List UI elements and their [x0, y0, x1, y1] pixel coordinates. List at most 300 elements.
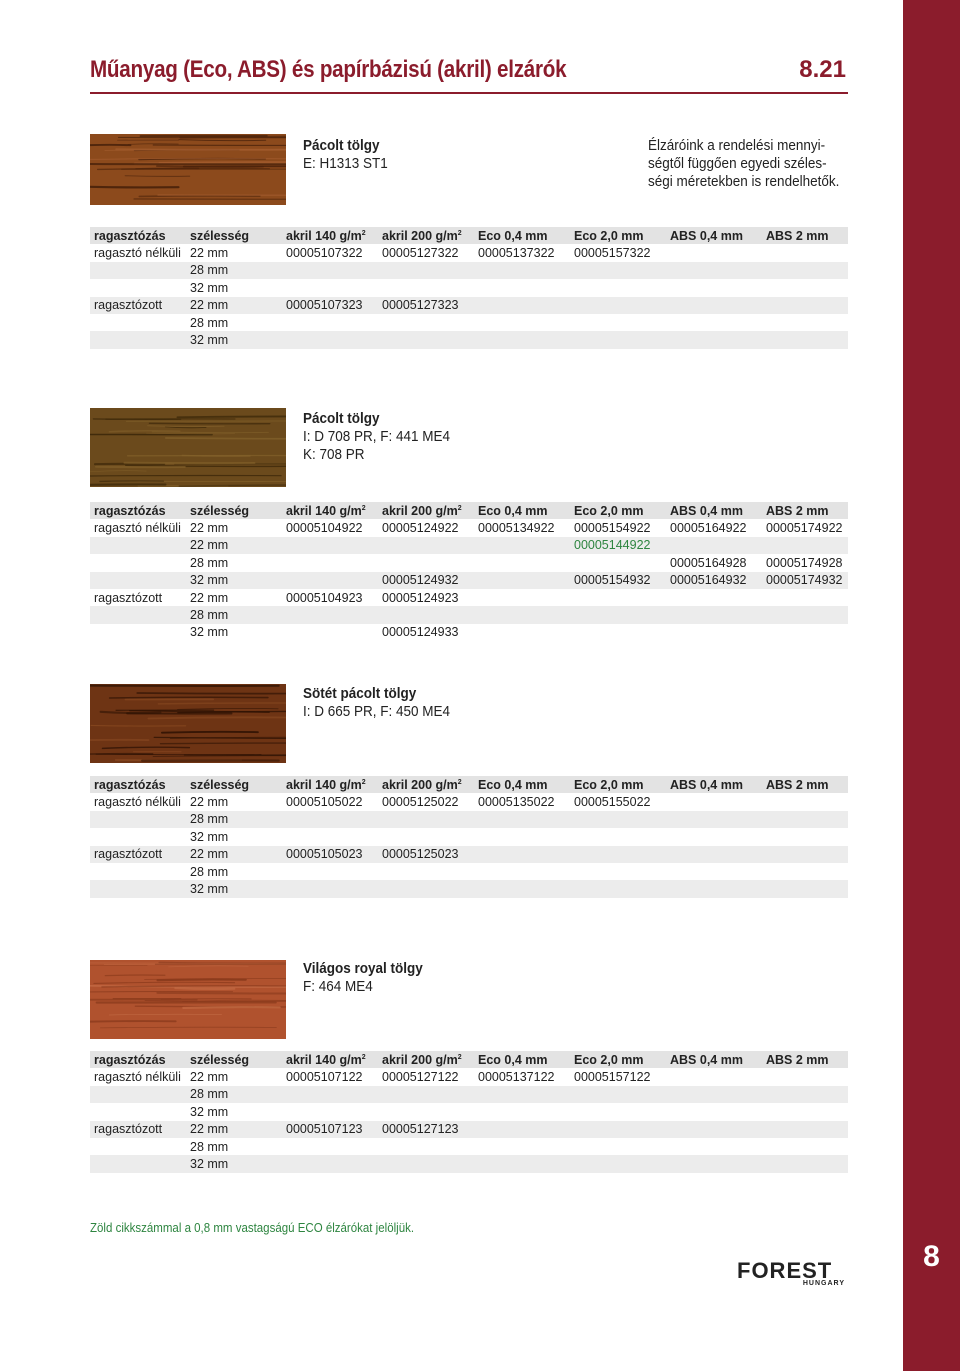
- table-cell: 00005157122: [570, 1068, 666, 1085]
- table-cell: 00005104923: [282, 589, 378, 606]
- table-cell: [570, 262, 666, 279]
- table-cell: 00005125022: [378, 793, 474, 810]
- table-cell: [474, 314, 570, 331]
- superscript: 2: [361, 229, 366, 237]
- table-row: [90, 828, 848, 845]
- article-table: [90, 776, 848, 898]
- section-number: 8.21: [799, 56, 846, 83]
- column-header: [90, 1051, 186, 1068]
- table-row: [90, 624, 848, 641]
- table-cell: [762, 1086, 848, 1103]
- grain-line: [90, 187, 178, 188]
- table-cell: [90, 1103, 186, 1120]
- table-cell: [666, 1121, 762, 1138]
- table-cell: 22 mm: [186, 793, 282, 810]
- column-header: [666, 502, 762, 519]
- wood-grain-texture: [90, 134, 286, 205]
- logo-subtext: HUNGARY: [802, 1280, 845, 1287]
- table-row: [90, 331, 848, 348]
- table-cell: [666, 1068, 762, 1085]
- table-cell: [666, 589, 762, 606]
- table-cell: 32 mm: [186, 1103, 282, 1120]
- table-cell: [474, 828, 570, 845]
- table-cell: 32 mm: [186, 828, 282, 845]
- table-row: [90, 537, 848, 554]
- table-cell: 00005134922: [474, 519, 570, 536]
- table-header-row: [90, 502, 848, 519]
- table-cell: 00005154932: [570, 572, 666, 589]
- table-cell: [666, 606, 762, 623]
- grain-line: [160, 743, 286, 744]
- table-cell: 00005137322: [474, 244, 570, 261]
- table-cell: 00005105022: [282, 793, 378, 810]
- column-header-label: szélesség: [190, 777, 250, 792]
- table-row: [90, 589, 848, 606]
- table-cell: 00005124932: [378, 572, 474, 589]
- column-header-label: Eco 0,4 mm: [478, 777, 548, 792]
- column-header: [90, 776, 186, 793]
- table-row: [90, 1068, 848, 1085]
- grain-line: [175, 988, 234, 989]
- table-cell: [666, 1103, 762, 1120]
- grain-line: [90, 685, 279, 686]
- column-header-label: Eco 0,4 mm: [478, 503, 548, 518]
- grain-line: [183, 1007, 279, 1008]
- table-cell: ragasztózott: [90, 846, 186, 863]
- table-cell: 28 mm: [186, 1086, 282, 1103]
- table-cell: [762, 624, 848, 641]
- note-line: Élzáróink a rendelési mennyi-: [648, 137, 826, 154]
- product-name: Pácolt tölgy: [303, 137, 380, 154]
- table-cell: 00005154922: [570, 519, 666, 536]
- wood-grain-texture: [90, 684, 286, 763]
- table-cell: [762, 606, 848, 623]
- table-cell: 32 mm: [186, 331, 282, 348]
- table-header-row: [90, 776, 848, 793]
- table-cell: 00005127322: [378, 244, 474, 261]
- column-header: [570, 776, 666, 793]
- column-header-label: ABS 0,4 mm: [670, 503, 743, 518]
- column-header-label: akril 200 g/m: [382, 228, 458, 243]
- column-header: [282, 776, 378, 793]
- table-cell: 32 mm: [186, 880, 282, 897]
- table-cell: [282, 624, 378, 641]
- product-info: [303, 685, 450, 721]
- sidebar-band: [903, 0, 960, 1371]
- column-header: [378, 776, 474, 793]
- table-cell: [474, 863, 570, 880]
- table-cell: [666, 828, 762, 845]
- column-header-label: akril 140 g/m: [286, 503, 362, 518]
- table-cell: 22 mm: [186, 244, 282, 261]
- superscript: 2: [361, 778, 366, 786]
- column-header: [186, 776, 282, 793]
- table-cell: [570, 279, 666, 296]
- table-cell: [762, 880, 848, 897]
- table-cell: [474, 589, 570, 606]
- column-header: [762, 227, 848, 244]
- column-header: [378, 227, 474, 244]
- note-line: ségtől függően egyedi széles-: [648, 155, 827, 172]
- product-code: F: 464 ME4: [303, 978, 373, 995]
- article-table: [90, 1051, 848, 1173]
- table-cell: 28 mm: [186, 811, 282, 828]
- table-cell: 28 mm: [186, 262, 282, 279]
- table-cell: [378, 1155, 474, 1172]
- table-row: [90, 314, 848, 331]
- table-cell: [570, 554, 666, 571]
- table-cell: [90, 624, 186, 641]
- table-cell: [282, 880, 378, 897]
- table-cell: [570, 863, 666, 880]
- column-header: [474, 776, 570, 793]
- table-cell: [762, 589, 848, 606]
- table-row: [90, 279, 848, 296]
- product-name: Világos royal tölgy: [303, 960, 423, 977]
- table-cell: [282, 279, 378, 296]
- table-cell: 22 mm: [186, 846, 282, 863]
- column-header-label: Eco 2,0 mm: [574, 228, 644, 243]
- superscript: 2: [457, 1053, 462, 1061]
- logo-text: FOREST: [737, 1258, 833, 1283]
- product-name: Sötét pácolt tölgy: [303, 685, 417, 702]
- product-info: [303, 137, 388, 173]
- column-header-label: akril 140 g/m: [286, 228, 362, 243]
- grain-line: [110, 697, 268, 698]
- table-cell: [666, 537, 762, 554]
- column-header: [666, 1051, 762, 1068]
- table-cell: 00005124933: [378, 624, 474, 641]
- table-cell: [666, 262, 762, 279]
- table-cell: [666, 1138, 762, 1155]
- table-row: [90, 793, 848, 810]
- product-info: [303, 410, 450, 464]
- column-header-label: ragasztózás: [94, 1052, 166, 1067]
- table-cell: [282, 537, 378, 554]
- table-cell: [90, 331, 186, 348]
- table-cell: 32 mm: [186, 572, 282, 589]
- table-cell: [570, 314, 666, 331]
- table-cell: [474, 606, 570, 623]
- table-cell: [762, 1103, 848, 1120]
- superscript: 2: [361, 1053, 366, 1061]
- table-cell: 00005107123: [282, 1121, 378, 1138]
- table-cell: 32 mm: [186, 1155, 282, 1172]
- column-header-label: Eco 2,0 mm: [574, 1052, 644, 1067]
- table-row: [90, 1155, 848, 1172]
- table-cell: [570, 846, 666, 863]
- table-cell: [90, 554, 186, 571]
- table-cell: 28 mm: [186, 1138, 282, 1155]
- column-header-label: ragasztózás: [94, 503, 166, 518]
- grain-line: [137, 693, 286, 694]
- table-cell: [282, 1138, 378, 1155]
- wood-swatch-image: [90, 134, 286, 205]
- table-cell: [378, 880, 474, 897]
- table-cell: [666, 1155, 762, 1172]
- table-cell: [666, 811, 762, 828]
- table-cell: 00005164932: [666, 572, 762, 589]
- product-code: I: D 708 PR, F: 441 ME4: [303, 428, 451, 445]
- table-cell: [666, 297, 762, 314]
- column-header-label: szélesség: [190, 1052, 250, 1067]
- table-row: [90, 811, 848, 828]
- table-header-row: [90, 227, 848, 244]
- table-cell: 00005127122: [378, 1068, 474, 1085]
- grain-line: [166, 438, 286, 439]
- table-cell: 00005107322: [282, 244, 378, 261]
- table-cell: 28 mm: [186, 314, 282, 331]
- table-cell: [570, 297, 666, 314]
- table-row: [90, 1086, 848, 1103]
- superscript: 2: [457, 229, 462, 237]
- table-row: [90, 880, 848, 897]
- article-table: [90, 502, 848, 641]
- table-cell: [474, 1086, 570, 1103]
- table-cell: [570, 1138, 666, 1155]
- column-header-label: ABS 0,4 mm: [670, 1052, 743, 1067]
- table-cell: [90, 1155, 186, 1172]
- table-cell: [90, 880, 186, 897]
- wood-grain-texture: [90, 408, 286, 487]
- table-cell: [474, 811, 570, 828]
- product-info: [303, 960, 423, 996]
- table-cell: [282, 811, 378, 828]
- table-cell: ragasztó nélküli: [90, 244, 186, 261]
- table-cell: [474, 624, 570, 641]
- eco-footnote: Zöld cikkszámmal a 0,8 mm vastagságú ECO élzárókat jelöljük.: [90, 1221, 415, 1235]
- table-cell: [474, 279, 570, 296]
- table-cell: 00005107323: [282, 297, 378, 314]
- page-header: [90, 56, 848, 86]
- table-row: [90, 297, 848, 314]
- table-cell: [378, 262, 474, 279]
- table-row: [90, 1138, 848, 1155]
- table-cell: 28 mm: [186, 863, 282, 880]
- column-header: [90, 227, 186, 244]
- table-cell: [282, 572, 378, 589]
- column-header-label: ragasztózás: [94, 777, 166, 792]
- table-cell: [666, 863, 762, 880]
- table-cell: [474, 331, 570, 348]
- table-cell: 28 mm: [186, 606, 282, 623]
- table-cell: [762, 331, 848, 348]
- table-cell: 22 mm: [186, 589, 282, 606]
- grain-line: [91, 725, 186, 726]
- grain-line: [105, 975, 165, 976]
- table-cell: [666, 624, 762, 641]
- table-cell: [90, 1086, 186, 1103]
- table-cell: [474, 1103, 570, 1120]
- table-cell: 00005164922: [666, 519, 762, 536]
- table-cell: 22 mm: [186, 1068, 282, 1085]
- table-cell: [762, 846, 848, 863]
- article-table: [90, 227, 848, 349]
- table-cell: [762, 793, 848, 810]
- table-cell: [378, 554, 474, 571]
- table-cell: ragasztó nélküli: [90, 519, 186, 536]
- table-cell: [570, 811, 666, 828]
- column-header-label: akril 200 g/m: [382, 1052, 458, 1067]
- wood-grain-texture: [90, 960, 286, 1039]
- superscript: 2: [361, 504, 366, 512]
- table-cell: [666, 244, 762, 261]
- table-cell: 00005144922: [570, 537, 666, 554]
- table-cell: [762, 297, 848, 314]
- column-header: [186, 227, 282, 244]
- table-cell: [666, 314, 762, 331]
- grain-line: [177, 416, 286, 417]
- table-cell: 22 mm: [186, 537, 282, 554]
- table-cell: [282, 863, 378, 880]
- column-header: [378, 502, 474, 519]
- table-cell: 00005105023: [282, 846, 378, 863]
- table-cell: [762, 1138, 848, 1155]
- table-cell: [570, 606, 666, 623]
- grain-line: [100, 481, 163, 482]
- table-row: [90, 244, 848, 261]
- table-cell: [90, 537, 186, 554]
- table-cell: [570, 880, 666, 897]
- table-cell: [378, 811, 474, 828]
- column-header: [90, 502, 186, 519]
- table-cell: ragasztózott: [90, 1121, 186, 1138]
- table-cell: 00005127323: [378, 297, 474, 314]
- table-cell: 00005107122: [282, 1068, 378, 1085]
- table-cell: [282, 606, 378, 623]
- table-cell: [762, 244, 848, 261]
- column-header: [762, 776, 848, 793]
- product-code: E: H1313 ST1: [303, 155, 388, 172]
- table-cell: [666, 331, 762, 348]
- table-cell: [474, 554, 570, 571]
- table-cell: [378, 606, 474, 623]
- table-cell: [762, 1155, 848, 1172]
- column-header-label: szélesség: [190, 228, 250, 243]
- table-cell: [762, 262, 848, 279]
- table-cell: [378, 331, 474, 348]
- table-cell: ragasztó nélküli: [90, 793, 186, 810]
- superscript: 2: [457, 778, 462, 786]
- table-cell: [474, 846, 570, 863]
- table-cell: [570, 1103, 666, 1120]
- table-cell: [762, 828, 848, 845]
- table-cell: [282, 828, 378, 845]
- table-cell: [762, 863, 848, 880]
- page-title: Műanyag (Eco, ABS) és papírbázisú (akril) elzárók: [90, 56, 567, 83]
- column-header-label: ABS 2 mm: [766, 1052, 829, 1067]
- table-cell: [474, 880, 570, 897]
- grain-line: [101, 712, 161, 713]
- table-cell: [666, 279, 762, 296]
- column-header-label: Eco 0,4 mm: [478, 228, 548, 243]
- table-cell: [282, 1103, 378, 1120]
- table-cell: 00005127123: [378, 1121, 474, 1138]
- table-cell: [570, 1086, 666, 1103]
- table-cell: [90, 1138, 186, 1155]
- column-header-label: akril 200 g/m: [382, 777, 458, 792]
- wood-swatch-image: [90, 684, 286, 763]
- grain-line: [90, 1021, 176, 1022]
- table-cell: 00005174922: [762, 519, 848, 536]
- table-cell: [474, 1138, 570, 1155]
- grain-line: [158, 703, 286, 704]
- column-header-label: ABS 0,4 mm: [670, 777, 743, 792]
- table-cell: [90, 572, 186, 589]
- grain-line: [90, 740, 148, 741]
- table-cell: 00005164928: [666, 554, 762, 571]
- column-header: [282, 1051, 378, 1068]
- table-cell: [282, 554, 378, 571]
- column-header: [186, 1051, 282, 1068]
- grain-line: [90, 475, 281, 476]
- column-header-label: ABS 0,4 mm: [670, 228, 743, 243]
- product-code: I: D 665 PR, F: 450 ME4: [303, 703, 451, 720]
- column-header: [762, 502, 848, 519]
- table-cell: [570, 1155, 666, 1172]
- table-cell: [474, 297, 570, 314]
- table-cell: [282, 262, 378, 279]
- column-header-label: ABS 2 mm: [766, 228, 829, 243]
- table-cell: [282, 1155, 378, 1172]
- table-cell: ragasztózott: [90, 297, 186, 314]
- table-cell: ragasztózott: [90, 589, 186, 606]
- table-row: [90, 1103, 848, 1120]
- table-cell: [90, 863, 186, 880]
- table-cell: ragasztó nélküli: [90, 1068, 186, 1085]
- table-cell: [762, 314, 848, 331]
- table-cell: 22 mm: [186, 519, 282, 536]
- table-cell: 22 mm: [186, 1121, 282, 1138]
- table-cell: [378, 1103, 474, 1120]
- column-header-label: akril 200 g/m: [382, 503, 458, 518]
- table-cell: [378, 537, 474, 554]
- table-cell: 32 mm: [186, 624, 282, 641]
- table-row: [90, 1121, 848, 1138]
- table-cell: [762, 279, 848, 296]
- column-header-label: ragasztózás: [94, 228, 166, 243]
- table-cell: [762, 1068, 848, 1085]
- table-cell: [474, 537, 570, 554]
- table-cell: [90, 314, 186, 331]
- table-cell: [570, 624, 666, 641]
- table-cell: [474, 572, 570, 589]
- table-cell: 00005135022: [474, 793, 570, 810]
- wood-base: [90, 684, 286, 763]
- table-cell: [282, 314, 378, 331]
- table-cell: [90, 279, 186, 296]
- custom-width-note: [648, 137, 839, 191]
- table-cell: 00005137122: [474, 1068, 570, 1085]
- table-cell: [666, 880, 762, 897]
- forest-logo: [737, 1258, 849, 1288]
- table-cell: [570, 828, 666, 845]
- table-cell: [474, 1121, 570, 1138]
- table-cell: [378, 279, 474, 296]
- table-row: [90, 262, 848, 279]
- table-cell: 28 mm: [186, 554, 282, 571]
- column-header: [282, 502, 378, 519]
- column-header-label: Eco 2,0 mm: [574, 503, 644, 518]
- grain-line: [182, 455, 250, 456]
- table-cell: [666, 846, 762, 863]
- column-header-label: szélesség: [190, 503, 250, 518]
- table-cell: [282, 1086, 378, 1103]
- table-cell: [762, 1121, 848, 1138]
- table-row: [90, 572, 848, 589]
- table-cell: 00005124922: [378, 519, 474, 536]
- table-cell: [378, 828, 474, 845]
